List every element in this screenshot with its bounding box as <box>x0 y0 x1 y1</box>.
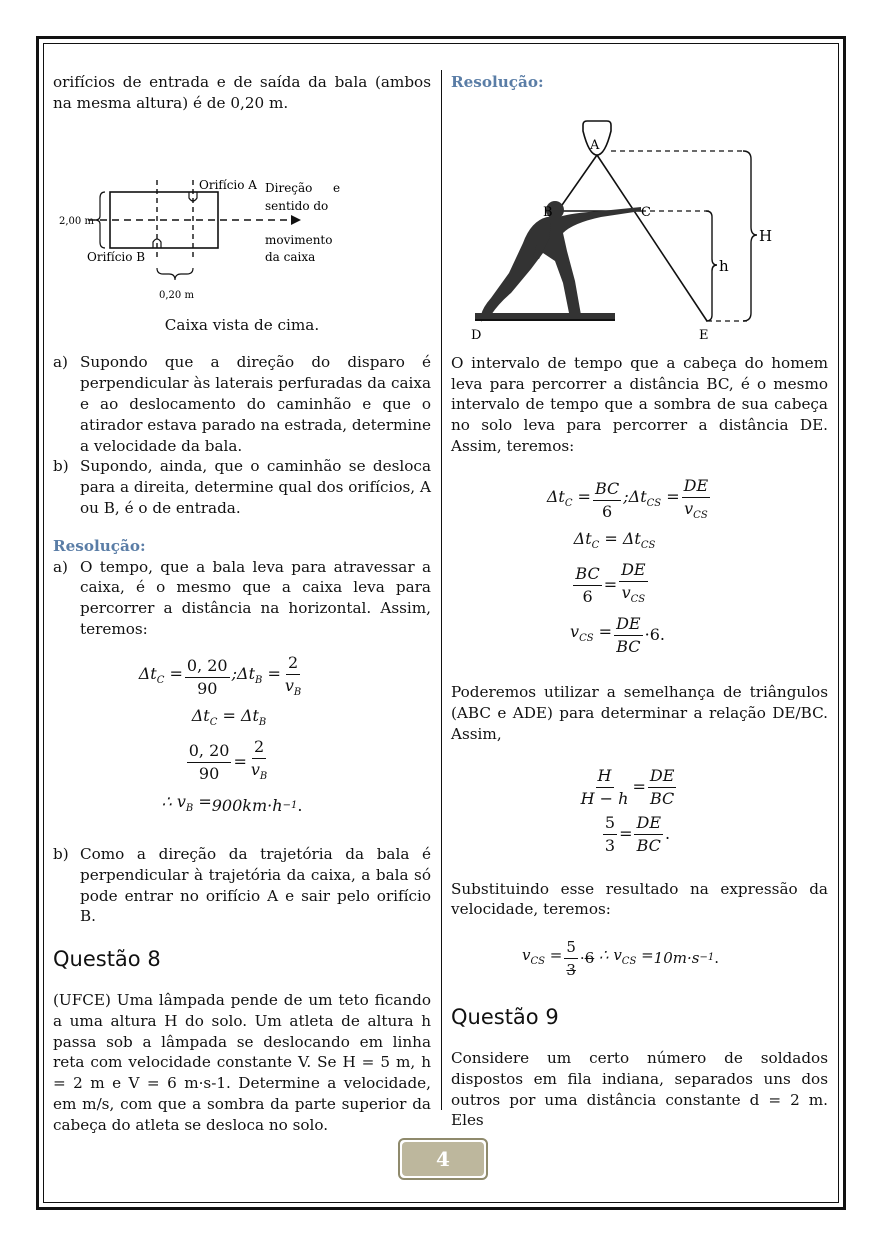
resolution-a <box>53 557 431 640</box>
gap-dimension <box>53 266 431 306</box>
eq-l3n2: 2 <box>252 736 266 759</box>
equation-block-right-2: $\frac{H}{H - h}$ = $\frac{DE}{BC}$ $\frac{5}{3}$ = $\frac{DE}{BC}$ . <box>580 765 675 855</box>
paragraph-3: Substituindo esse resultado na expressão da velocidade, teremos: <box>451 879 828 919</box>
orificio-b-label: Orifício B <box>87 249 146 264</box>
eq2-BC: BC <box>649 788 675 808</box>
eq2-three: 3 <box>604 835 616 855</box>
eq3-result: 10m <box>653 949 687 968</box>
h-brace <box>706 211 717 321</box>
eq-bc: BC <box>593 478 621 501</box>
eq3-three: 3 <box>566 961 576 980</box>
paragraph-2: Poderemos utilizar a semelhança de triângulos (ABC e ADE) para determinar a relação DE/BC. Assim, <box>451 683 828 743</box>
line-AE <box>597 155 707 321</box>
lamp-athlete-diagram <box>451 93 828 343</box>
direction-text-3: sentido do <box>265 198 329 213</box>
item-a-text: Supondo que a direção do disparo é perpendicular às laterais perfuradas da caixa e ao deslocamento do caminhão e que o atirador estava parado na estrada, determine a velocidade da bala. <box>80 353 431 455</box>
dim-height-label: 2,00 m <box>59 215 94 227</box>
eq-result-left: 900km <box>211 795 268 815</box>
eq2-five: 5 <box>603 812 617 835</box>
label-B: B <box>543 204 553 220</box>
item-a-marker: a) <box>53 353 68 372</box>
eq-n2: 2 <box>286 652 300 675</box>
figure-caption: Caixa vista de cima. <box>164 315 320 334</box>
H-brace <box>743 151 757 321</box>
eq-d2: v <box>284 675 294 695</box>
direction-text-5: da caixa <box>265 249 316 264</box>
eq2-Hmh: H − h <box>580 788 629 808</box>
equation-block-left: $\Delta t_C$ = $\frac{0, 20}{90}$ $;\Delta t_B$ = $\frac{2}{v_B}$ $\Delta t_C = \Delta t_B$ $\frac{0, 20}{90}$ = $\frac{2}{v_B}$ ∴ $v_B$ = 900km · h −1 . <box>138 652 303 815</box>
page-number: 4 <box>402 1142 484 1176</box>
label-C: C <box>641 204 651 220</box>
eq3-six: 6 <box>584 949 595 968</box>
eq-n1: 0, 20 <box>185 655 230 678</box>
gap-bracket <box>157 268 193 280</box>
label-h: h <box>719 256 729 275</box>
eq-l3d: 90 <box>198 763 220 783</box>
questao-9-heading: Questão 9 <box>451 1005 559 1030</box>
equation-block-right-1: $\Delta t_C$ = $\frac{BC}{6}$ $;\Delta t_{CS}$ = $\frac{DE}{v_{CS}}$ $\Delta t_C = \Delta t_{CS}$ $\frac{BC}{6}$ = $\frac{DE}{v_{CS}}$ $v_{CS}$ = $\frac{DE}{BC}$ · 6. <box>546 475 709 657</box>
orificio-a-label: Orifício A <box>199 177 257 192</box>
questao-9-text: Considere um certo número de soldados dispostos em fila indiana, separados uns dos outros por uma distância constante d = 2 m. Eles <box>451 1048 828 1130</box>
resolucao-heading-right: Resolução: <box>451 73 544 91</box>
eq2-H: H <box>596 765 614 788</box>
left-column <box>53 72 431 1136</box>
eq-v: v <box>684 498 694 518</box>
res-b-text: Como a direção da trajetória da bala é perpendicular à trajetória da caixa, a bala só pode entrar no orifício A e sair pelo orifício B. <box>80 845 431 926</box>
dim-gap-label: 0,20 m <box>159 289 194 301</box>
res-a-marker: a) <box>53 557 68 576</box>
eq3-five: 5 <box>564 936 578 959</box>
direction-text-2: e <box>333 180 341 195</box>
eq2-DE: DE <box>648 765 677 788</box>
questao-8-heading: Questão 8 <box>53 947 161 972</box>
eq-de: DE <box>682 475 711 498</box>
res-b-marker: b) <box>53 845 69 864</box>
item-b-marker: b) <box>53 457 69 476</box>
direction-text-1: Direção <box>265 180 313 195</box>
resolution-b <box>53 844 431 927</box>
equation-block-right-3: $v_{CS}$ = $\frac{5}{3}$ · 6 ∴ $v_{CS}$ = 10m · s −1 . <box>522 938 719 980</box>
direction-arrowhead <box>291 215 301 225</box>
resolucao-heading: Resolução: <box>53 536 146 555</box>
label-A: A <box>590 137 600 153</box>
item-b-text: Supondo, ainda, que o caminhão se desloca para a direita, determine qual dos orifícios, A ou B, é o de entrada. <box>80 457 431 517</box>
label-D: D <box>471 327 482 343</box>
paragraph-1: O intervalo de tempo que a cabeça do homem leva para percorrer a distância BC, é o mesmo intervalo de tempo que a sombra de sua cabeça no solo leva para percorrer a distância DE. Assim, teremos: <box>451 353 828 455</box>
right-column <box>451 72 828 1131</box>
box-diagram <box>53 116 431 266</box>
questao-8-text: (UFCE) Uma lâmpada pende de um teto ficando a uma altura H do solo. Um atleta de altura h passa sob a lâmpada se deslocando em linha reta com velocidade constante V. Se H = 5 m, h = 2 m e V = 6 m·s-1. Determine a velocidade, em m/s, com que a sombra da parte superior da cabeça do atleta se desloca no solo. <box>53 991 431 1134</box>
eq3-unit: s <box>691 949 700 968</box>
item-a <box>53 352 431 456</box>
eq-res-mult: 6. <box>649 625 665 645</box>
item-b <box>53 456 431 518</box>
res-a-text: O tempo, que a bala leva para atravessar a caixa, é o mesmo que a caixa leva para percorrer a distância na horizontal. Assim, teremos: <box>80 557 431 638</box>
eq-unit-left: h <box>272 795 283 815</box>
eq-d1: 90 <box>197 679 218 699</box>
eq-l3n: 0, 20 <box>187 740 232 763</box>
label-H: H <box>759 226 773 245</box>
eq-six: 6 <box>602 502 613 522</box>
label-E: E <box>699 327 709 343</box>
intro-paragraph: orifícios de entrada e de saída da bala (ambos na mesma altura) é de 0,20 m. <box>53 73 431 112</box>
athlete-figure <box>475 201 641 319</box>
direction-text-4: movimento <box>265 232 333 247</box>
